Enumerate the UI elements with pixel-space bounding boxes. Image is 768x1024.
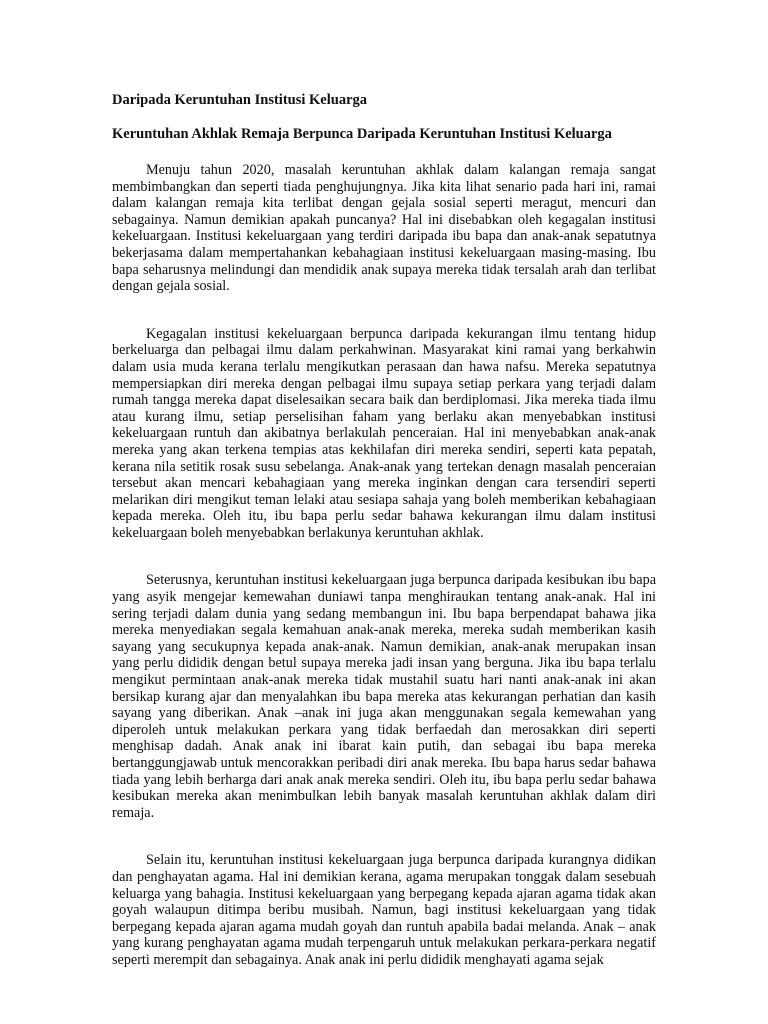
document-title: Daripada Keruntuhan Institusi Keluarga [112, 92, 368, 108]
paragraph-2: Kegagalan institusi kekeluargaan berpunca daripada kekurangan ilmu tentang hidup berkeluarga dan pelbagai ilmu dalam perkahwinan. Masyarakat kini ramai yang berkahwin dalam usia muda kerana terlalu mengikutkan perasaan dan hawa nafsu. Mereka sepatutnya mempersiapkan diri mereka dengan pelbagai ilmu supaya setiap perkara yang terjadi dalam rumah tangga mereka dapat diselesaikan secara baik dan berdiplomasi. Jika mereka tiada ilmu atau kurang ilmu, setiap perselisihan faham yang berlaku akan menyebabkan institusi kekeluargaan runtuh dan akibatnya berlakulah penceraian. Hal ini menyebabkan anak-anak mereka yang akan terkena tempias atas kekhilafan diri mereka sendiri, seperti kata pepatah, kerana nila setitik rosak susu sebelanga. Anak-anak yang tertekan denagn masalah penceraian tersebut akan mencari kebahagiaan yang mereka inginkan dengan cara tersendiri seperti melarikan diri mengikut teman lelaki atau sesiapa sahaja yang boleh memberikan kebahagiaan kepada mereka. Oleh itu, ibu bapa perlu sedar bahawa kekurangan ilmu dalam institusi kekeluargaan boleh menyebabkan berlakunya keruntuhan akhlak. [112, 325, 656, 541]
paragraph-4: Selain itu, keruntuhan institusi kekeluargaan juga berpunca daripada kurangnya didikan dan penghayatan agama. Hal ini demikian kerana, agama merupakan tonggak dalam sesebuah keluarga yang bahagia. Institusi kekeluargaan yang berpegang kepada ajaran agama tidak akan goyah walaupun ditimpa beribu musibah. Namun, bagi institusi kekeluargaan yang tidak berpegang kepada ajaran agama mudah goyah dan runtuh apabila badai melanda. Anak – anak yang kurang penghayatan agama mudah terpengaruh untuk melakukan perkara-perkara negatif seperti merempit dan sebagainya. Anak anak ini perlu dididik menghayati agama sejak [112, 852, 656, 968]
paragraph-spacer [112, 295, 656, 326]
document-page [112, 92, 656, 969]
document-subtitle: Keruntuhan Akhlak Remaja Berpunca Daripada Keruntuhan Institusi Keluarga [112, 126, 612, 142]
paragraph-1: Menuju tahun 2020, masalah keruntuhan akhlak dalam kalangan remaja sangat membimbangkan dan seperti tiada penghujungnya. Jika kita lihat senario pada hari ini, ramai dalam kalangan remaja kita terlibat dengan gejala sosial seperti meragut, mencuri dan sebagainya. Namun demikian apakah puncanya? Hal ini disebabkan oleh kegagalan institusi kekeluargaan. Institusi kekeluargaan yang terdiri daripada ibu bapa dan anak-anak sepatutnya bekerjasama dalam mempertahankan kebahagiaan institusi kekeluargaan masing-masing. Ibu bapa seharusnya melindungi dan mendidik anak supaya mereka tidak tersalah arah dan terlibat dengan gejala sosial. [112, 162, 656, 295]
paragraph-spacer [112, 541, 656, 572]
paragraph-3: Seterusnya, keruntuhan institusi kekeluargaan juga berpunca daripada kesibukan ibu bapa yang asyik mengejar kemewahan duniawi tanpa menghiraukan tentang anak-anak. Hal ini sering terjadi dalam dunia yang sedang membangun ini. Ibu bapa berpendapat bahawa jika mereka menyediakan segala kemahuan anak-anak mereka, mereka sudah memberikan kasih sayang yang secukupnya kepada anak-anak. Namun demikian, anak-anak merupakan insan yang perlu dididik dengan betul supaya mereka jadi insan yang berguna. Jika ibu bapa terlalu mengikut permintaan anak-anak mereka tidak mustahil suatu hari nanti anak-anak ini akan bersikap kurang ajar dan menyalahkan ibu bapa mereka atas kekurangan perhatian dan kasih sayang yang diberikan. Anak –anak ini juga akan menggunakan segala kemewahan yang diperoleh untuk melakukan perkara yang tidak berfaedah dan merosakkan diri seperti menghisap dadah. Anak anak ini ibarat kain putih, dan sebagai ibu bapa mereka bertanggungjawab untuk mencorakkan peribadi diri anak mereka. Ibu bapa harus sedar bahawa tiada yang lebih berharga dari anak anak mereka sendiri. Oleh itu, ibu bapa perlu sedar bahawa kesibukan mereka akan menimbulkan lebih banyak masalah keruntuhan akhlak dalam diri remaja. [112, 572, 656, 821]
paragraph-spacer [112, 821, 656, 852]
